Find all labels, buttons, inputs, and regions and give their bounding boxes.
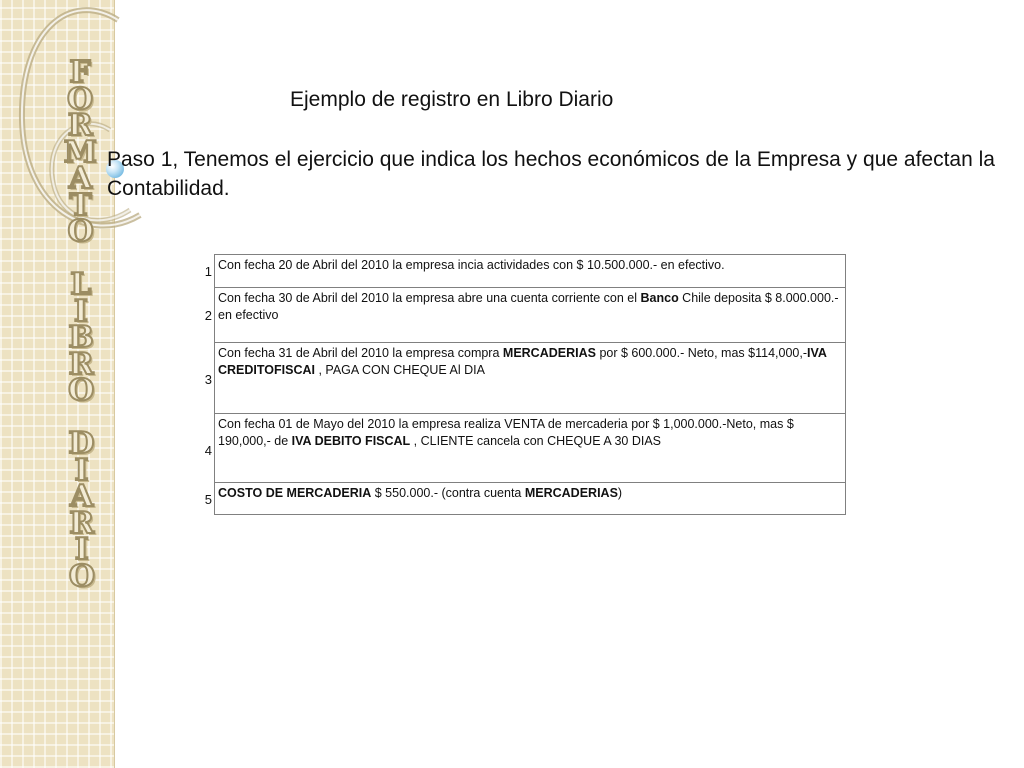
sidebar-letter: I [74, 532, 89, 567]
sidebar-letter: O [68, 373, 95, 408]
fact-text: por $ 600.000.- Neto, mas $114,000,- [595, 346, 807, 360]
sidebar-letter: I [73, 293, 88, 329]
table-row [215, 414, 846, 483]
table-row [215, 483, 846, 515]
fact-text: , PAGA CON CHEQUE Al DIA [315, 363, 485, 377]
fact-text: Chile deposita $ 8.000.000.- en efectivo [218, 291, 839, 322]
row-number: 2 [204, 308, 212, 323]
fact-text: , CLIENTE cancela con CHEQUE A 30 DIAS [410, 434, 662, 448]
fact-text: Con fecha 31 de Abril del 2010 la empresa compra [218, 346, 503, 360]
economic-facts-table [214, 254, 846, 515]
row-number: 3 [204, 372, 212, 387]
table-row [215, 255, 846, 288]
fact-bold-text: MERCADERIAS [502, 346, 596, 360]
fact-bold-text: IVA DEBITO FISCAL [291, 434, 411, 448]
fact-bold-text: IVA CREDITOFISCAI [218, 346, 827, 377]
fact-text: $ 550.000.- (contra cuenta [371, 486, 525, 500]
sidebar-letter: A [69, 479, 94, 514]
fact-text: Con fecha 30 de Abril del 2010 la empresa abre una cuenta corriente con el [218, 291, 641, 305]
fact-text: Con fecha 01 de Mayo del 2010 la empresa realiza VENTA de mercaderia por $ 1,000.000.-Neto, mas $ 190,000,- de [218, 417, 794, 448]
fact-cell [215, 483, 846, 515]
row-number: 1 [204, 264, 212, 279]
fact-cell [215, 255, 846, 288]
sidebar-letter: L [70, 267, 92, 302]
table-row [215, 288, 846, 343]
sidebar-letter: R [69, 505, 95, 541]
sidebar-letter: O [68, 558, 95, 594]
fact-bold-text: COSTO DE MERCADERIA [218, 486, 372, 500]
sidebar-letter: T [69, 187, 92, 223]
fact-text: Con fecha 20 de Abril del 2010 la empresa incia actividades con $ 10.500.000.- en efectivo. [218, 258, 725, 272]
sidebar-letter: O [67, 81, 94, 117]
sidebar-letter: R [68, 346, 94, 382]
sidebar-letter: F [69, 55, 91, 90]
sidebar-letter: A [68, 161, 93, 196]
fact-cell [215, 288, 846, 343]
fact-text: ) [617, 486, 623, 500]
sidebar-letter: B [68, 320, 94, 355]
fact-cell [215, 414, 846, 483]
fact-bold-text: Banco [640, 291, 679, 305]
row-number: 4 [204, 443, 212, 458]
sidebar-letter: D [68, 426, 95, 461]
slide-title: Ejemplo de registro en Libro Diario [290, 88, 614, 111]
row-number: 5 [204, 492, 212, 507]
sidebar-letter: M [63, 134, 97, 170]
sidebar-letter: O [67, 214, 94, 249]
sidebar-letter: I [74, 452, 89, 488]
fact-bold-text: MERCADERIAS [524, 486, 618, 500]
sidebar-letter: R [67, 108, 93, 143]
fact-cell [215, 343, 846, 414]
intro-paragraph: Paso 1, Tenemos el ejercicio que indica los hechos económicos de la Empresa y que afectan la Contabilidad. [107, 148, 995, 200]
table-row [215, 343, 846, 414]
